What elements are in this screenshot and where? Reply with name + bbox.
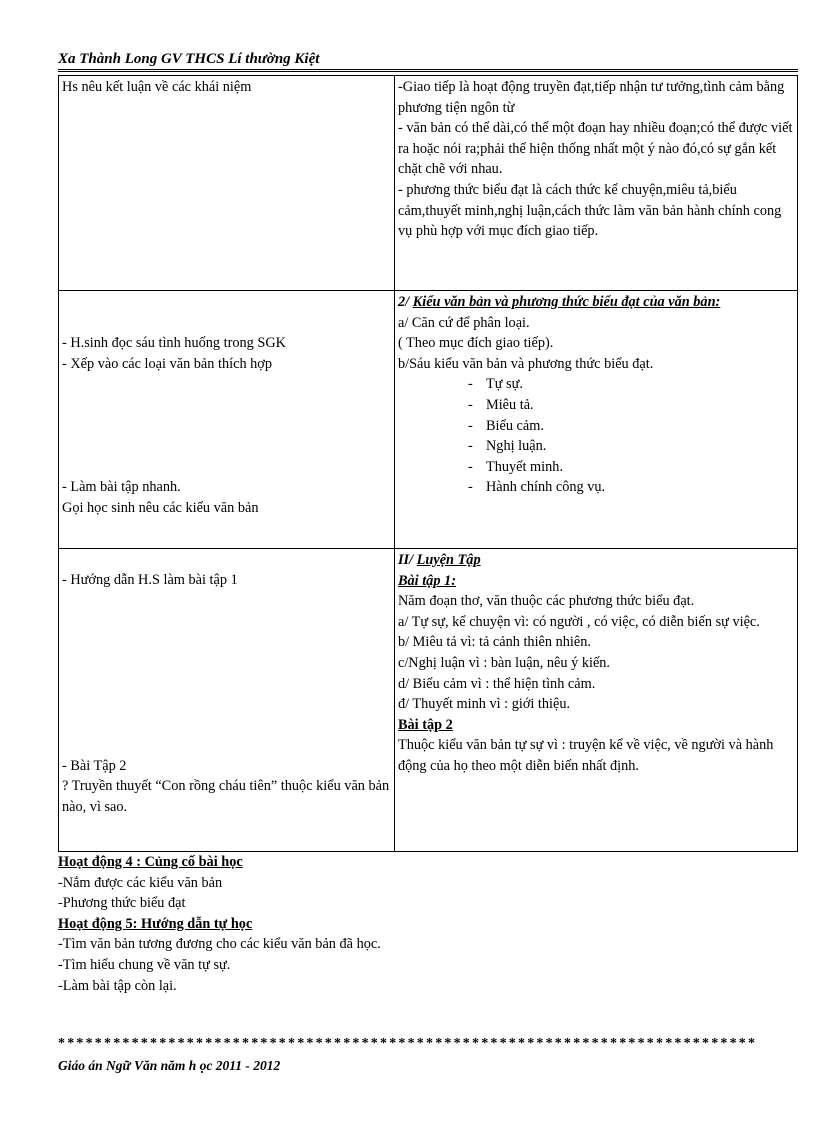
section-title-text: Kiểu văn bản và phương thức biểu đạt của văn bản: [412, 294, 721, 310]
exercise-1-title: Bài tập 1: [397, 572, 456, 589]
section-number: II/ [397, 552, 417, 568]
content-line: a/ Căn cứ để phân loại. [397, 314, 530, 331]
text-type-item: - Thuyết minh. [398, 457, 797, 478]
activity-5-title: Hoạt động 5: Hướng dẫn tự học [58, 915, 253, 932]
content-line: c/Nghị luận vì : bàn luận, nêu ý kiến. [397, 654, 611, 671]
teacher-activity-cell [59, 549, 395, 852]
content-line: Năm đoạn thơ, văn thuộc các phương thức biểu đạt. [397, 593, 695, 610]
list-item: -Tìm văn bản tương đương cho các kiểu văn bản đã học. [58, 936, 381, 953]
table-row [59, 291, 798, 549]
section-title [398, 292, 797, 313]
teacher-activity-cell [59, 291, 395, 549]
page-header: Xa Thành Long GV THCS Lí thường Kiệt [58, 50, 798, 72]
content-line: b/ Miêu tả vì: tả cảnh thiên nhiên. [397, 634, 591, 651]
section-title-text: Luyện Tập [416, 552, 481, 568]
text-type-item: - Miêu tả. [398, 395, 797, 416]
activity-4-title: Hoạt động 4 : Củng cố bài học [58, 854, 243, 870]
activity-line: Gọi học sinh nêu các kiểu văn bản [62, 499, 259, 516]
section-title [398, 550, 797, 571]
content-cell [394, 76, 797, 291]
activity-line: - Xếp vào các loại văn bản thích hợp [62, 355, 273, 372]
page-footer: Giáo án Ngữ Văn năm h ọc 2011 - 2012 [58, 1058, 281, 1073]
activities-section [58, 852, 798, 996]
list-item: -Nắm được các kiểu văn bản [58, 874, 223, 891]
content-line: - văn bản có thể dài,có thể một đoạn hay nhiều đoạn;có thể được viết ra hoặc nói ra;phải thể hiện thống nhất một ý nào đó,có sự gắn kết chặt chẽ với nhau. [397, 120, 793, 178]
lesson-table [58, 75, 798, 852]
list-item: -Phương thức biểu đạt [58, 895, 186, 912]
content-line: - phương thức biểu đạt là cách thức kể chuyện,miêu tả,biểu cảm,thuyết minh,nghị luận,cách thức làm văn bản hành chính cong vụ phù hợp với mục đích giao tiếp. [397, 181, 782, 240]
content-line: a/ Tự sự, kể chuyện vì: có người , có việc, có diễn biến sự việc. [397, 613, 760, 630]
exercise-2-title: Bài tập 2 [397, 716, 453, 733]
list-item: -Làm bài tập còn lại. [58, 977, 177, 994]
content-line: -Giao tiếp là hoạt động truyền đạt,tiếp nhận tư tưởng,tình cảm bằng phương tiện ngôn từ [397, 79, 785, 116]
content-line: d/ Biểu cảm vì : thể hiện tình cảm. [397, 675, 596, 692]
list-item: -Tìm hiểu chung về văn tự sự. [58, 956, 231, 973]
teacher-activity-cell [59, 76, 395, 291]
content-cell [394, 291, 797, 549]
content-line: Thuộc kiểu văn bản tự sự vì : truyện kể về việc, về người và hành động của họ theo một diễn biến nhất định. [397, 737, 774, 774]
table-row [59, 76, 798, 291]
text-type-item: - Hành chính công vụ. [398, 477, 797, 498]
text-type-item: - Biểu cảm. [398, 416, 797, 437]
content-line: ( Theo mục đích giao tiếp). [397, 335, 554, 352]
content-line: đ/ Thuyết minh vì : giới thiệu. [397, 696, 571, 713]
content-cell [394, 549, 797, 852]
text-type-item: - Tự sự. [398, 374, 797, 395]
text-type-item: - Nghị luận. [398, 436, 797, 457]
separator-line: **************************************************************************** [58, 1036, 758, 1051]
activity-line: - Làm bài tập nhanh. [62, 479, 181, 496]
table-row [59, 549, 798, 852]
activity-line: - H.sinh đọc sáu tình huống trong SGK [62, 335, 286, 351]
activity-line: Hs nêu kết luận về các khái niệm [62, 79, 252, 95]
activity-line: ? Truyền thuyết “Con rồng cháu tiên” thuộc kiểu văn bản nào, vì sao. [62, 778, 390, 815]
activity-line: - Hướng dẫn H.S làm bài tập 1 [62, 572, 238, 588]
content-line: b/Sáu kiểu văn bản và phương thức biểu đạt. [397, 355, 654, 372]
activity-line: - Bài Tập 2 [62, 757, 127, 774]
section-number: 2/ [397, 294, 413, 310]
